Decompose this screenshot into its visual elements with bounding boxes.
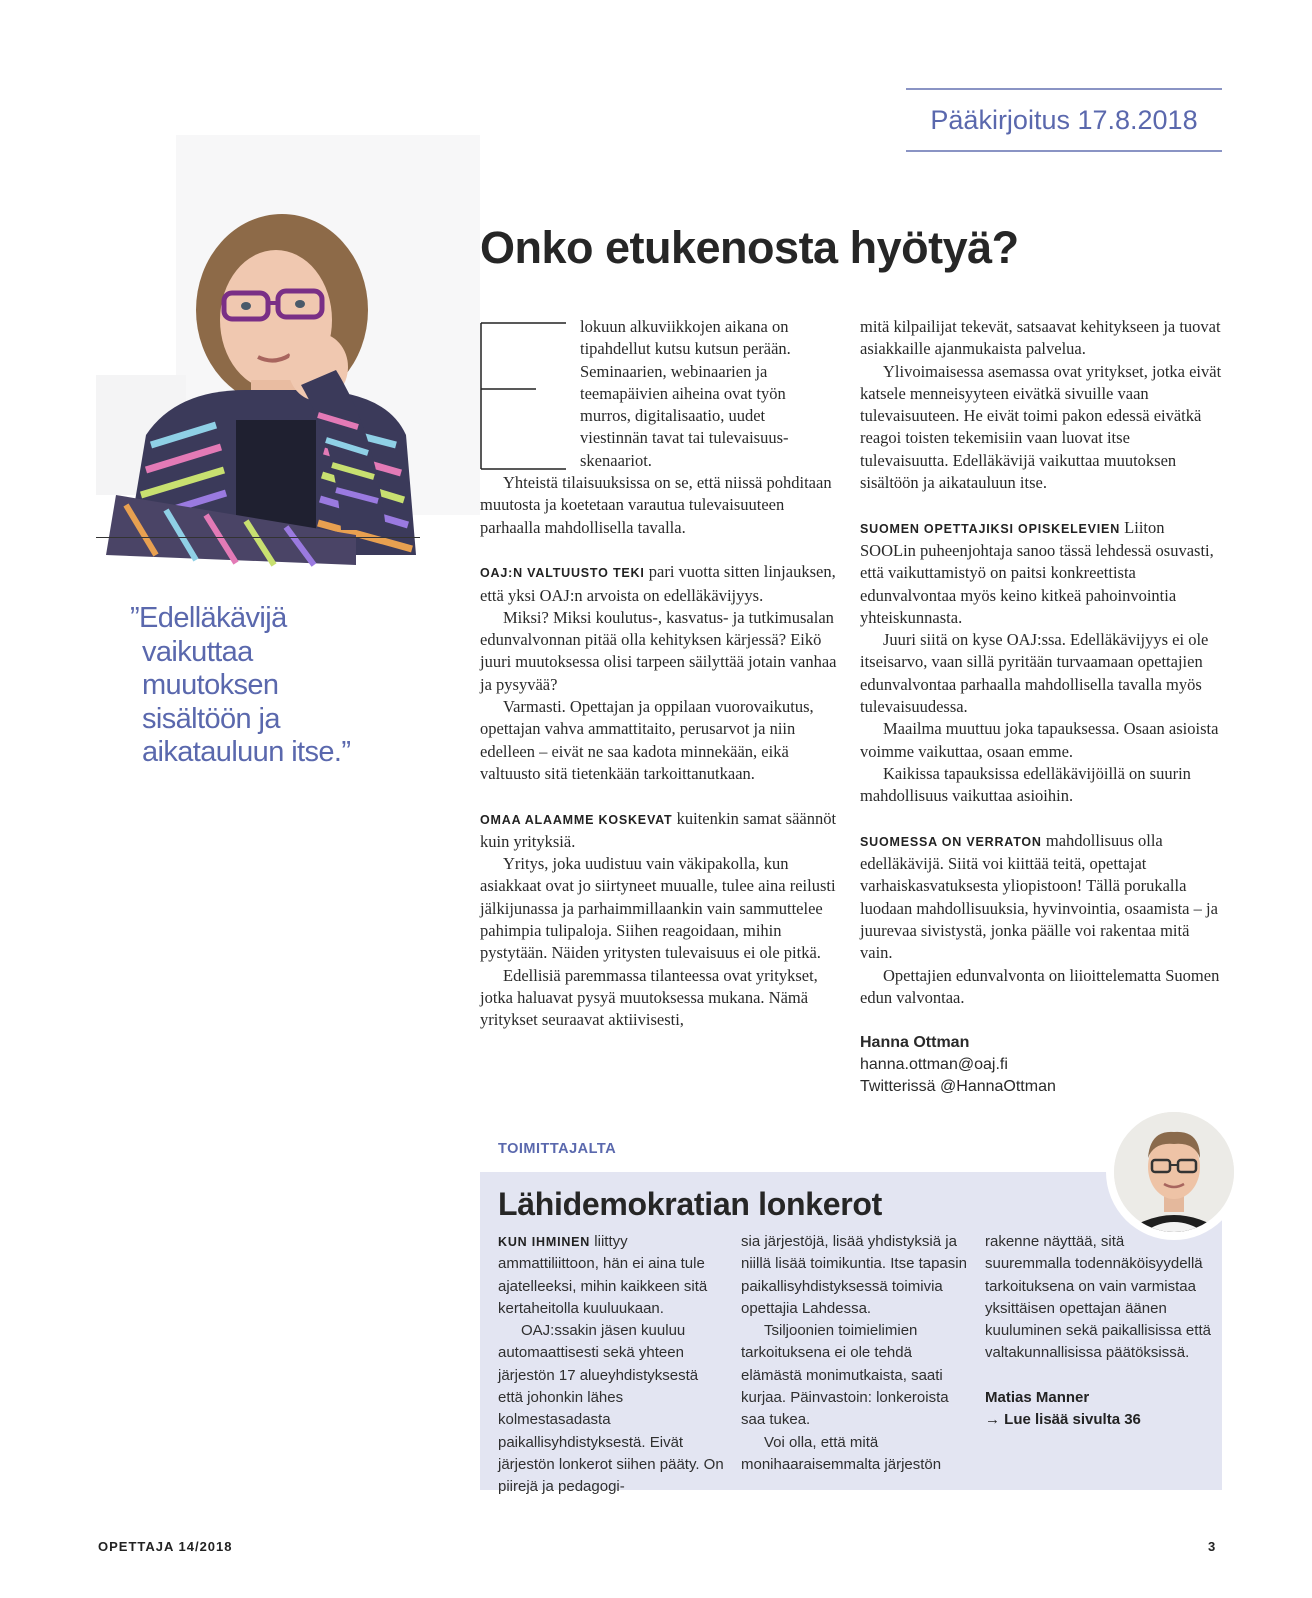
paragraph: rakenne näyttää, sitä suuremmalla todennäköisyydellä tarkoituksena on vain varmistaa yksittäisen opettajan äänen kuuluminen sekä paikallisissa että valtakunnallisissa päätöksissä. [985, 1233, 1211, 1362]
editorial-column-3 [985, 1231, 1213, 1432]
lead-in: SUOMEN OPETTAJIKSI OPISKELEVIEN [860, 521, 1121, 536]
paragraph [480, 561, 840, 607]
paragraph: Edellisiä paremmassa tilanteessa ovat yritykset, jotka haluavat pysyä muutoksessa mukana. Nämä yritykset seuraavat aktiivisesti, [480, 965, 818, 1030]
paragraph: Miksi? Miksi koulutus-, kasvatus- ja tutkimusalan edunvalvonnan pitää olla kehityksen kärjessä? Eikö juuri muutoksessa olisi tarpeen säilyttää jotain vanhaa ja pysyvää? [480, 607, 837, 694]
pull-quote-line: ”Edelläkävijä [130, 602, 287, 634]
intro-line: skenaariot. [580, 450, 652, 470]
editor-portrait [1114, 1112, 1234, 1232]
paragraph [860, 517, 1222, 629]
paragraph: mitä kilpailijat tekevät, satsaavat kehitykseen ja tuovat asiakkaille ajanmukaista palvelua. [860, 317, 1221, 359]
article-column-2 [860, 316, 1222, 1098]
paragraph [498, 1231, 726, 1320]
editor-avatar [1106, 1104, 1242, 1240]
paragraph: sia järjestöjä, lisää yhdistyksiä ja niillä lisää toimikuntia. Itse tapasin paikallisyhdistyksessä toimivia opettajia Lahdessa. [741, 1233, 967, 1317]
editor-name: Matias Manner [985, 1389, 1090, 1407]
photo-baseline-rule [96, 537, 420, 538]
page-number: 3 [1208, 1539, 1216, 1554]
paragraph: Yritys, joka uudistuu vain väkipakolla, kun asiakkaat ovat jo siirtyneet muualle, tulee aina reilusti jälkijunassa ja parhaimmillaankin vain sammuttelee pahimpia tulipaloja. Siihen reagoidaan, mihin pystytään. Näiden yritysten tulevaisuus ei ole pitkä. [480, 854, 836, 963]
dropcap-letter-e [480, 322, 580, 470]
article-column-1 [480, 316, 840, 1032]
editorial-label: TOIMITTAJALTA [498, 1141, 617, 1157]
pull-quote [130, 602, 410, 770]
paragraph: Voi olla, että mitä monihaaraisemmalta järjestön [741, 1433, 942, 1473]
editorial-column-2 [741, 1231, 969, 1476]
paragraph: Varmasti. Opettajan ja oppilaan vuorovaikutus, opettajan vahva ammattitaito, perusarvot ja niin edelleen – eivät ne saa kadota minnekään, eikä valtuusto sitä tietenkään tarkoittanutkaan. [480, 697, 814, 783]
paragraph: Tsiljoonien toimielimien tarkoituksena ei ole tehdä elämästä monimutkaista, saati kurjaa. Päinvastoin: lonkeroista saa tukea. [741, 1322, 949, 1429]
author-twitter[interactable]: Twitterissä @HannaOttman [860, 1078, 1056, 1096]
author-email[interactable]: hanna.ottman@oaj.fi [860, 1055, 1008, 1073]
pull-quote-line: vaikuttaa [142, 635, 253, 668]
intro-line: lokuun alkuviikkojen aikana on [580, 317, 789, 336]
intro-line: Seminaarien, webinaarien ja [580, 361, 768, 381]
intro-line: viestinnän tavat tai tulevaisuus- [580, 428, 789, 448]
paragraph [860, 830, 1222, 965]
paragraph: Maailma muuttuu joka tapauksessa. Osaan asioista voimme vaikuttaa, osaan emme. [860, 719, 1219, 761]
lead-in: OAJ:N VALTUUSTO TEKI [480, 566, 645, 581]
pull-quote-line: muutoksen [142, 669, 279, 701]
paragraph [480, 808, 840, 854]
paragraph: OAJ:ssakin jäsen kuuluu automaattisesti sekä yhteen järjestön 17 alueyhdistyksestä että johonkin lähes kolmestasadasta paikallisyhdistyksestä. Eivät järjestön lonkerot siihen pääty. On piirejä ja pedagogi- [498, 1322, 724, 1496]
intro-line: tipahdellut kutsu kutsun perään. [580, 339, 791, 359]
paragraph: Juuri siitä on kyse OAJ:ssa. Edelläkävijyys ei ole itseisarvo, vaan sillä pyritään turvaamaan opettajien edunvalvontaa parhaalla mahdollisella tavalla myös tulevaisuudessa. [860, 630, 1209, 717]
lead-in: KUN IHMINEN [498, 1235, 591, 1249]
publication-issue: OPETTAJA 14/2018 [98, 1539, 233, 1554]
pull-quote-line: sisältöön ja [142, 702, 280, 735]
paragraph-text: mahdollisuus olla edelläkävijä. Siitä voi kiittää teitä, opettajat varhaiskasvatuksesta yliopistoon! Tällä porukalla luodaan mahdollisuuksia, hyvinvointia, osaamista – ja juurevaa sivistystä, jonka päälle voi rakentaa mitä vain. [860, 830, 1218, 963]
lead-in: OMAA ALAAMME KOSKEVAT [480, 812, 673, 827]
paragraph: Opettajien edunvalvonta on liioittelematta Suomen edun valvontaa. [860, 965, 1220, 1007]
section-kicker [906, 88, 1222, 152]
editorial-column-1 [498, 1231, 726, 1499]
intro-line: teemapäivien aiheina ovat työn [580, 383, 786, 403]
paragraph-text: Liiton SOOLin puheenjohtaja sanoo tässä lehdessä osuvasti, että vaikuttamistyö on paitsi konkreettista edunvalvontaa myös keino kitkeä pahoinvointia yhteiskunnasta. [860, 517, 1214, 627]
read-more-link[interactable]: → Lue lisää sivulta 36 [985, 1411, 1141, 1429]
pull-quote-line: aikatauluun itse.” [142, 736, 351, 768]
paragraph-text: pari vuotta sitten linjauksen, että yksi OAJ:n arvoista on edelläkävijyys. [480, 562, 836, 605]
paragraph: Kaikissa tapauksissa edelläkävijöillä on suurin mahdollisuus vaikuttaa asioihin. [860, 763, 1191, 806]
paragraph-text: liittyy ammattiliittoon, hän ei aina tule ajatelleeksi, mihin kaikkeen sitä kertaheitolla kuuluukaan. [498, 1233, 708, 1317]
editorial-title: Lähidemokratian lonkerot [498, 1186, 882, 1222]
article-headline: Onko etukenosta hyötyä? [480, 222, 1019, 273]
author-portrait [96, 135, 480, 567]
paragraph: Ylivoimaisessa asemassa ovat yritykset, jotka eivät katsele menneisyyteen eivätkä sivuille vaan tulevaisuuteen. He eivät toimi pakon edessä eivätkä reagoi toisten tekemisiin vaan luovat itse tulevaisuutta. Edelläkävijä vaikuttaa muutoksen sisältöön ja aikatauluun itse. [860, 361, 1222, 493]
intro-line: murros, digitalisaatio, uudet [580, 406, 766, 426]
kicker-text: Pääkirjoitus 17.8.2018 [930, 104, 1198, 135]
lead-in: SUOMESSA ON VERRATON [860, 834, 1042, 849]
author-name: Hanna Ottman [860, 1033, 970, 1051]
paragraph: Yhteistä tilaisuuksissa on se, että niissä pohditaan muutosta ja koetetaan varautua tulevaisuuteen parhaalla mahdollisella tavalla. [480, 473, 832, 537]
paragraph-text: kuitenkin samat säännöt kuin yrityksiä. [480, 808, 837, 851]
